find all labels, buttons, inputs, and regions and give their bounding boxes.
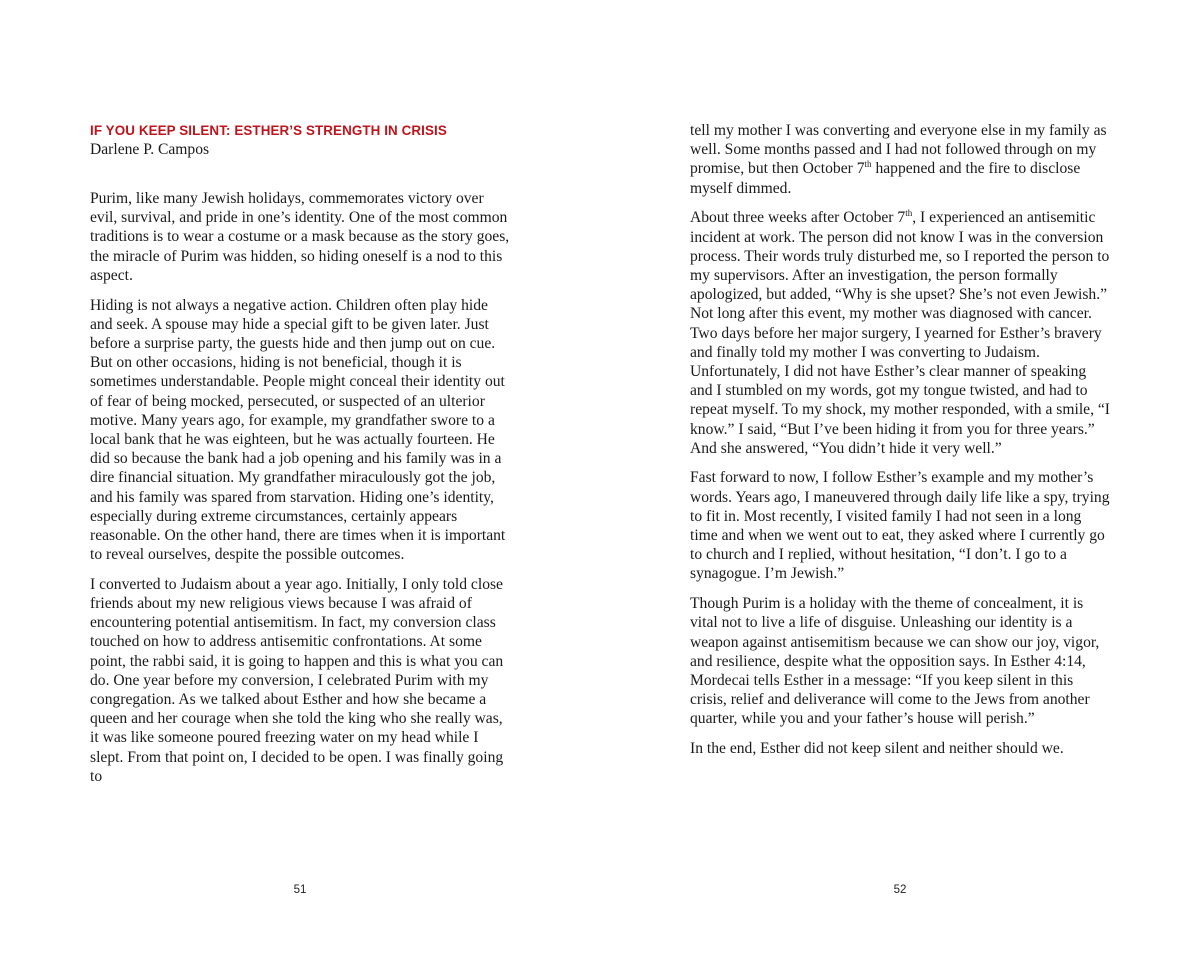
paragraph: I converted to Judaism about a year ago. Initially, I only told close friends about my new religious views because I was afraid of encountering potential antisemitism. In fact, my conversion class touched on how to address antisemitic confrontations. At some point, the rabbi said, it is going to happen and this is what you can do. One year before my conversion, I celebrated Purim with my congregation. As we talked about Esther and how she became a queen and her courage when she told the king who she really was, it was like someone poured freezing water on my head while I slept. From that point on, I decided to be open. I was finally going to [90,575,504,785]
paragraph: Purim, like many Jewish holidays, commemorates victory over evil, survival, and pride in one’s identity. One of the most common traditions is to wear a costume or a mask because as the story goes, the miracle of Purim was hidden, so hiding oneself is a nod to this aspect. [90,190,510,284]
page-number-left: 51 [293,884,307,896]
paragraph: Fast forward to now, I follow Esther’s example and my mother’s words. Years ago, I maneuvered through daily life like a spy, trying to fit in. Most recently, I visited family I had not seen in a long time and when we went out to eat, they asked where I currently go to church and I replied, without hesitation, “I don’t. I go to a synagogue. I’m Jewish.” [690,469,1110,583]
paragraph [690,121,1110,198]
paragraph [690,208,1110,458]
paragraph-text: tell my mother I was converting and everyone else in my family as well. Some months passed and I had not followed through on my promise, but then October 7 [690,122,1107,178]
author-name: Darlene P. Campos [90,141,210,158]
right-page [600,0,1200,960]
paragraph-text: happened and the fire to disclose myself dimmed. [690,160,1081,197]
superscript: th [864,159,872,170]
essay-title: IF YOU KEEP SILENT: ESTHER’S STRENGTH IN CRISIS [90,123,447,138]
paragraph: In the end, Esther did not keep silent and neither should we. [690,740,1064,758]
paragraph: Hiding is not always a negative action. Children often play hide and seek. A spouse may hide a special gift to be given later. Just before a surprise party, the guests hide and then jump out on cue. But on other occasions, hiding is not beneficial, though it is sometimes understandable. People might conceal their identity out of fear of being mocked, persecuted, or suspected of an ulterior motive. Many years ago, for example, my grandfather swore to a local bank that he was eighteen, but he was actually fourteen. He did so because the bank had a job opening and his family was in a dire financial situation. My grandfather miraculously got the job, and his family was spared from starvation. Hiding one’s identity, especially during extreme circumstances, certainly appears reasonable. On the other hand, there are times when it is important to reveal ourselves, despite the possible outcomes. [90,296,506,564]
right-column [690,121,1110,769]
superscript: th [905,208,913,219]
page-number-right: 52 [893,884,907,896]
paragraph-text: About three weeks after October 7 [690,209,906,227]
left-column [90,121,510,797]
paragraph-text: , I experienced an antisemitic incident at work. The person did not know I was in the conversion process. Their words truly disturbed me, so I reported the person to my supervisors. After an investigation, the person formally apologized, but added, “Why is she upset? She’s not even Jewish.” Not long after this event, my mother was diagnosed with cancer. Two days before her major surgery, I yearned for Esther’s bravery and finally told my mother I was converting to Judaism. Unfortunately, I did not have Esther’s clear manner of speaking and I stumbled on my words, got my tongue twisted, and had to repeat myself. To my shock, my mother responded, with a smile, “I know.” I said, “But I’ve been hiding it from you for three years.” And she answered, “You didn’t hide it very well.” [690,209,1110,457]
paragraph: Though Purim is a holiday with the theme of concealment, it is vital not to live a life of disguise. Unleashing our identity is a weapon against antisemitism because we can show our joy, vigor, and resilience, despite what the opposition says. In Esther 4:14, Mordecai tells Esther in a message: “If you keep silent in this crisis, relief and deliverance will come to the Jews from another quarter, while you and your father’s house will perish.” [690,595,1100,728]
